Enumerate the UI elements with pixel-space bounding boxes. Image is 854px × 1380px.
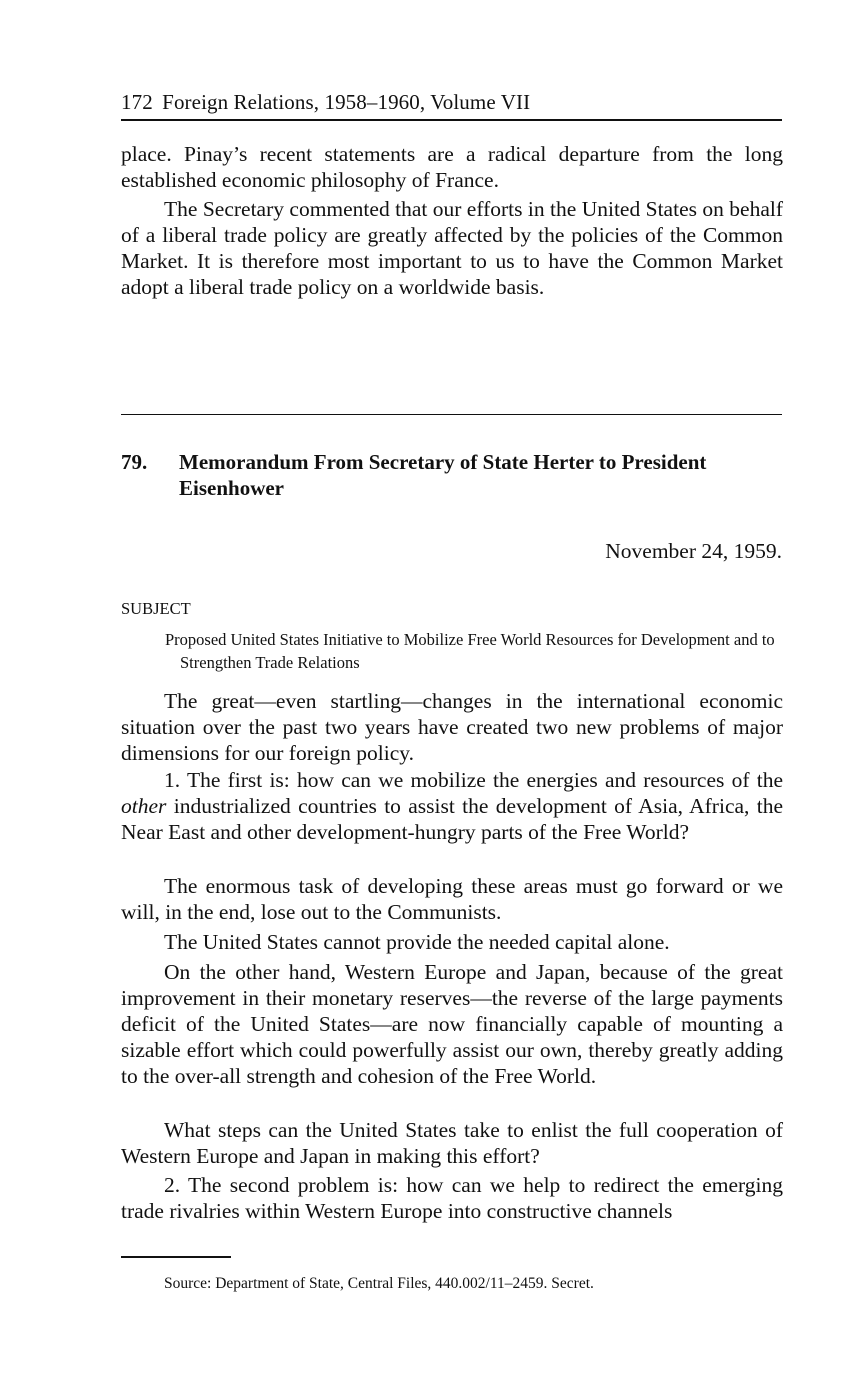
- running-header: [121, 88, 782, 116]
- section-divider: [121, 414, 782, 415]
- body-paragraph-5: On the other hand, Western Europe and Japan, because of the great improvement in their monetary reserves—the reverse of the large payments deficit of the United States—are now financially capable of mounting a sizable effort which could powerfully assist our own, thereby greatly adding to the over-all strength and cohesion of the Free World.: [121, 960, 783, 1088]
- running-title: Foreign Relations, 1958–1960, Volume VII: [162, 90, 531, 114]
- document-number: 79.: [121, 450, 148, 474]
- body-paragraph-1: The great—even startling—changes in the international economic situation over the past two years have created two new problems of major dimensions for our foreign policy.: [121, 689, 783, 765]
- body-paragraph-2: [121, 767, 783, 845]
- footnote-rule: [121, 1256, 231, 1258]
- body-paragraph-2-emphasis: other: [121, 794, 167, 818]
- continuation-paragraph-2: The Secretary commented that our efforts in the United States on behalf of a liberal trade policy are greatly affected by the policies of the Common Market. It is therefore most important to us to have the Common Market adopt a liberal trade policy on a worldwide basis.: [121, 197, 783, 299]
- body-paragraph-7: 2. The second problem is: how can we help to redirect the emerging trade rivalries within Western Europe into constructive channels: [121, 1173, 783, 1223]
- page-number: 172: [121, 90, 153, 114]
- subject-text: Proposed United States Initiative to Mobilize Free World Resources for Development and to Strengthen Trade Relations: [165, 630, 775, 672]
- body-paragraph-4: The United States cannot provide the needed capital alone.: [164, 930, 670, 954]
- subject-label: SUBJECT: [121, 599, 191, 618]
- body-paragraph-6: What steps can the United States take to enlist the full cooperation of Western Europe and Japan in making this effort?: [121, 1118, 783, 1168]
- source-footnote: Source: Department of State, Central Files, 440.002/11–2459. Secret.: [164, 1275, 594, 1292]
- document-title: Memorandum From Secretary of State Herter to President Eisenhower: [179, 450, 707, 500]
- body-paragraph-2-end: industrialized countries to assist the development of Asia, Africa, the Near East and other development-hungry parts of the Free World?: [121, 794, 783, 844]
- continuation-paragraph-1: place. Pinay’s recent statements are a radical departure from the long established economic philosophy of France.: [121, 142, 783, 192]
- body-paragraph-2-start: 1. The first is: how can we mobilize the energies and resources of the: [164, 768, 783, 792]
- document-date: November 24, 1959.: [605, 539, 782, 563]
- body-paragraph-3: The enormous task of developing these areas must go forward or we will, in the end, lose out to the Communists.: [121, 874, 783, 924]
- header-rule: [121, 119, 782, 121]
